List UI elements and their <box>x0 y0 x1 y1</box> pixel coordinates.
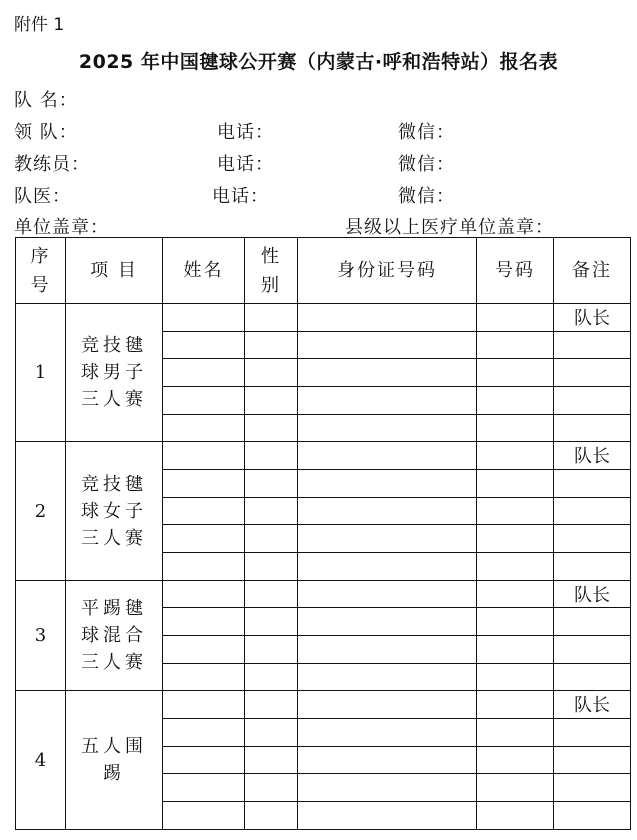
registration-table <box>15 237 631 830</box>
id-number-cell[interactable] <box>298 691 477 719</box>
unit-seal-label: 单位盖章： <box>14 217 109 238</box>
number-cell[interactable] <box>477 580 554 608</box>
gender-cell[interactable] <box>245 304 298 332</box>
id-number-cell[interactable] <box>298 497 477 525</box>
gender-cell[interactable] <box>245 636 298 664</box>
gender-cell[interactable] <box>245 442 298 470</box>
gender-cell[interactable] <box>245 691 298 719</box>
name-cell[interactable] <box>163 608 245 636</box>
table-body <box>16 304 631 830</box>
group-seq: 1 <box>16 304 66 442</box>
header-remarks: 备注 <box>554 238 631 304</box>
gender-cell[interactable] <box>245 608 298 636</box>
remarks-cell[interactable] <box>554 497 631 525</box>
captain-note: 队长 <box>554 304 631 332</box>
remarks-cell[interactable] <box>554 470 631 498</box>
remarks-cell[interactable] <box>554 802 631 830</box>
name-cell[interactable] <box>163 304 245 332</box>
number-cell[interactable] <box>477 304 554 332</box>
header-seq: 序号 <box>16 238 66 304</box>
id-number-cell[interactable] <box>298 359 477 387</box>
team-name-label: 队 名： <box>14 90 78 111</box>
number-cell[interactable] <box>477 636 554 664</box>
id-number-cell[interactable] <box>298 636 477 664</box>
gender-cell[interactable] <box>245 746 298 774</box>
name-cell[interactable] <box>163 387 245 415</box>
gender-cell[interactable] <box>245 387 298 415</box>
doctor-wechat-label: 微信： <box>398 186 455 207</box>
gender-cell[interactable] <box>245 525 298 553</box>
group-seq: 3 <box>16 580 66 691</box>
group-event <box>66 691 163 830</box>
id-number-cell[interactable] <box>298 719 477 747</box>
group-event-text: 五人围踢 <box>81 736 147 785</box>
number-cell[interactable] <box>477 525 554 553</box>
group-event-text: 竞技毽球女子三人赛 <box>81 473 147 549</box>
attachment-label: 附件 1 <box>14 15 65 35</box>
number-cell[interactable] <box>477 774 554 802</box>
form-title: 2025 年中国毽球公开赛（内蒙古·呼和浩特站）报名表 <box>78 51 559 73</box>
name-cell[interactable] <box>163 470 245 498</box>
header-gender: 性别 <box>245 238 298 304</box>
id-number-cell[interactable] <box>298 387 477 415</box>
id-number-cell[interactable] <box>298 746 477 774</box>
gender-cell[interactable] <box>245 470 298 498</box>
coach-label: 教练员： <box>14 154 90 175</box>
name-cell[interactable] <box>163 746 245 774</box>
header-number: 号码 <box>477 238 554 304</box>
table-row <box>16 442 631 470</box>
group-seq: 4 <box>16 691 66 830</box>
leader-wechat-label: 微信： <box>398 122 455 143</box>
group-event-text: 竞技毽球男子三人赛 <box>81 335 147 411</box>
gender-cell[interactable] <box>245 414 298 442</box>
name-cell[interactable] <box>163 774 245 802</box>
header-id-number: 身份证号码 <box>298 238 477 304</box>
id-number-cell[interactable] <box>298 525 477 553</box>
doctor-phone-label: 电话： <box>212 186 269 207</box>
gender-cell[interactable] <box>245 719 298 747</box>
id-number-cell[interactable] <box>298 663 477 691</box>
gender-cell[interactable] <box>245 553 298 581</box>
table-row <box>16 691 631 719</box>
number-cell[interactable] <box>477 719 554 747</box>
leader-phone-label: 电话： <box>217 122 274 143</box>
gender-cell[interactable] <box>245 774 298 802</box>
remarks-cell[interactable] <box>554 525 631 553</box>
captain-note: 队长 <box>554 691 631 719</box>
number-cell[interactable] <box>477 608 554 636</box>
header-name: 姓名 <box>163 238 245 304</box>
name-cell[interactable] <box>163 525 245 553</box>
remarks-cell[interactable] <box>554 663 631 691</box>
name-cell[interactable] <box>163 636 245 664</box>
medical-seal-label: 县级以上医疗单位盖章： <box>345 217 554 238</box>
name-cell[interactable] <box>163 497 245 525</box>
coach-phone-label: 电话： <box>217 154 274 175</box>
remarks-cell[interactable] <box>554 636 631 664</box>
group-seq: 2 <box>16 442 66 580</box>
name-cell[interactable] <box>163 802 245 830</box>
captain-note: 队长 <box>554 442 631 470</box>
id-number-cell[interactable] <box>298 580 477 608</box>
name-cell[interactable] <box>163 359 245 387</box>
id-number-cell[interactable] <box>298 304 477 332</box>
coach-wechat-label: 微信： <box>398 154 455 175</box>
remarks-cell[interactable] <box>554 331 631 359</box>
group-event-text: 平踢毽球混合三人赛 <box>81 598 147 674</box>
name-cell[interactable] <box>163 719 245 747</box>
number-cell[interactable] <box>477 359 554 387</box>
name-cell[interactable] <box>163 442 245 470</box>
id-number-cell[interactable] <box>298 442 477 470</box>
remarks-cell[interactable] <box>554 553 631 581</box>
gender-cell[interactable] <box>245 580 298 608</box>
name-cell[interactable] <box>163 331 245 359</box>
number-cell[interactable] <box>477 691 554 719</box>
remarks-cell[interactable] <box>554 746 631 774</box>
gender-cell[interactable] <box>245 497 298 525</box>
number-cell[interactable] <box>477 470 554 498</box>
number-cell[interactable] <box>477 746 554 774</box>
table-row <box>16 304 631 332</box>
remarks-cell[interactable] <box>554 719 631 747</box>
header-event: 项 目 <box>66 238 163 304</box>
remarks-cell[interactable] <box>554 774 631 802</box>
name-cell[interactable] <box>163 663 245 691</box>
table-row <box>16 580 631 608</box>
id-number-cell[interactable] <box>298 331 477 359</box>
name-cell[interactable] <box>163 691 245 719</box>
captain-note: 队长 <box>554 580 631 608</box>
name-cell[interactable] <box>163 580 245 608</box>
number-cell[interactable] <box>477 497 554 525</box>
name-cell[interactable] <box>163 414 245 442</box>
name-cell[interactable] <box>163 553 245 581</box>
gender-cell[interactable] <box>245 802 298 830</box>
group-event <box>66 580 163 691</box>
gender-cell[interactable] <box>245 331 298 359</box>
group-event <box>66 442 163 580</box>
id-number-cell[interactable] <box>298 802 477 830</box>
number-cell[interactable] <box>477 663 554 691</box>
number-cell[interactable] <box>477 387 554 415</box>
group-event <box>66 304 163 442</box>
remarks-cell[interactable] <box>554 608 631 636</box>
number-cell[interactable] <box>477 331 554 359</box>
number-cell[interactable] <box>477 802 554 830</box>
id-number-cell[interactable] <box>298 608 477 636</box>
number-cell[interactable] <box>477 414 554 442</box>
number-cell[interactable] <box>477 442 554 470</box>
remarks-cell[interactable] <box>554 414 631 442</box>
team-doctor-label: 队医： <box>14 186 71 207</box>
id-number-cell[interactable] <box>298 774 477 802</box>
id-number-cell[interactable] <box>298 470 477 498</box>
remarks-cell[interactable] <box>554 387 631 415</box>
id-number-cell[interactable] <box>298 553 477 581</box>
gender-cell[interactable] <box>245 663 298 691</box>
remarks-cell[interactable] <box>554 359 631 387</box>
team-leader-label: 领 队： <box>14 122 78 143</box>
number-cell[interactable] <box>477 553 554 581</box>
id-number-cell[interactable] <box>298 414 477 442</box>
gender-cell[interactable] <box>245 359 298 387</box>
